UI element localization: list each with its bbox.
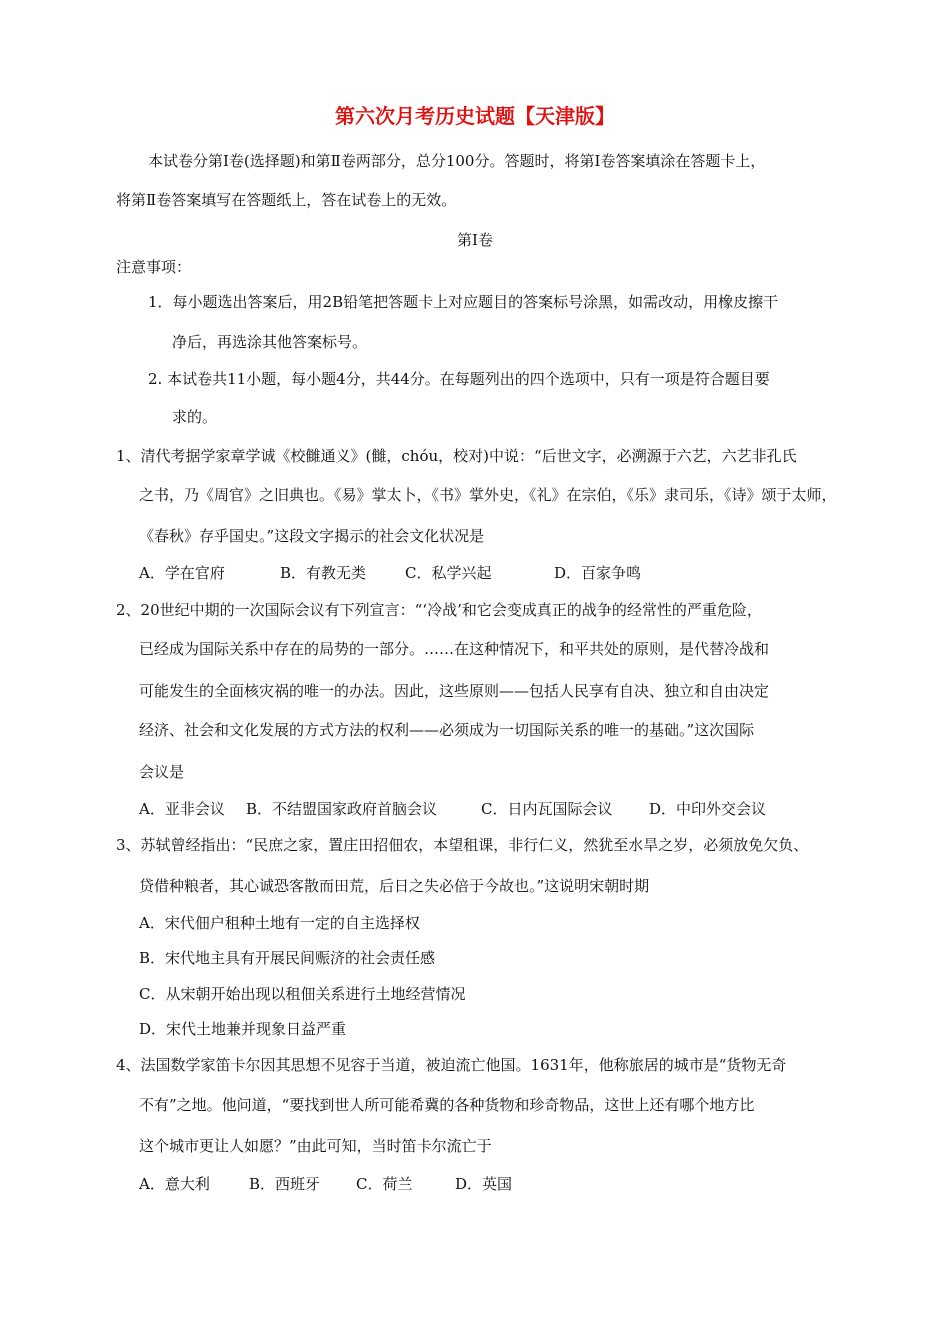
question-3-option-b: B．宋代地主具有开展民间赈济的社会责任感 xyxy=(139,949,436,967)
notice-line-1: 1．每小题选出答案后，用2B铅笔把答题卡上对应题目的答案标号涂黑，如需改动，用橡皮擦干 xyxy=(148,293,779,311)
question-3-option-c: C．从宋朝开始出现以租佃关系进行土地经营情况 xyxy=(139,985,466,1003)
notice-heading: 注意事项： xyxy=(116,258,192,276)
section-heading: 第Ⅰ卷 xyxy=(457,231,493,249)
question-2-option-b: B．不结盟国家政府首脑会议 xyxy=(246,800,438,818)
question-4-line-1: 4、法国数学家笛卡尔因其思想不见容于当道，被迫流亡他国。1631年，他称旅居的城市是“货物无奇 xyxy=(116,1056,787,1074)
question-4-option-b: B．西班牙 xyxy=(249,1175,321,1193)
question-4-option-c: C．荷兰 xyxy=(356,1175,413,1193)
question-1-option-d: D．百家争鸣 xyxy=(554,564,642,582)
question-3-option-a: A．宋代佃户租种土地有一定的自主选择权 xyxy=(139,914,420,932)
exam-title: 第六次月考历史试题【天津版】 xyxy=(335,104,615,128)
notice-line-3: 2. 本试卷共11小题，每小题4分，共44分。在每题列出的四个选项中，只有一项是符合题目要 xyxy=(148,370,770,388)
question-1-option-a: A．学在官府 xyxy=(139,564,225,582)
question-2-option-a: A．亚非会议 xyxy=(139,800,225,818)
question-4-option-a: A．意大利 xyxy=(139,1175,210,1193)
question-2-line-5: 会议是 xyxy=(139,763,185,781)
question-1-line-1: 1、清代考据学家章学诚《校雠通义》(雠，chóu，校对)中说：“后世文字，必溯源于六艺，六艺非孔氏 xyxy=(116,447,797,465)
question-1-line-3: 《春秋》存乎国史。”这段文字揭示的社会文化状况是 xyxy=(139,527,485,545)
question-4-option-d: D．英国 xyxy=(455,1175,513,1193)
notice-line-2: 净后，再选涂其他答案标号。 xyxy=(172,333,368,351)
question-1-line-2: 之书，乃《周官》之旧典也。《易》掌太卜，《书》掌外史，《礼》在宗伯，《乐》隶司乐，《诗》颂于太师， xyxy=(139,486,837,504)
intro-line-1: 本试卷分第Ⅰ卷(选择题)和第Ⅱ卷两部分，总分100分。答题时，将第Ⅰ卷答案填涂在答题卡上， xyxy=(148,152,766,170)
question-3-line-1: 3、苏轼曾经指出：“民庶之家，置庄田招佃农，本望租课，非行仁义，然犹至水旱之岁，必须放免欠负、 xyxy=(116,836,809,854)
question-2-line-4: 经济、社会和文化发展的方式方法的权利——必须成为一切国际关系的唯一的基础。”这次国际 xyxy=(139,721,755,739)
intro-line-2: 将第Ⅱ卷答案填写在答题纸上，答在试卷上的无效。 xyxy=(116,191,457,209)
question-3-option-d: D．宋代土地兼并现象日益严重 xyxy=(139,1020,347,1038)
question-2-line-3: 可能发生的全面核灾祸的唯一的办法。因此，这些原则——包括人民享有自决、独立和自由决定 xyxy=(139,682,770,700)
question-1-option-c: C．私学兴起 xyxy=(405,564,492,582)
notice-line-4: 求的。 xyxy=(172,408,218,426)
question-3-line-2: 贷借种粮者，其心诚恐客散而田荒，后日之失必倍于今故也。”这说明宋朝时期 xyxy=(139,877,650,895)
question-4-line-2: 不有”之地。他问道，“要找到世人所可能希冀的各种货物和珍奇物品，这世上还有哪个地方比 xyxy=(139,1096,755,1114)
question-1-option-b: B．有教无类 xyxy=(280,564,367,582)
question-2-option-c: C．日内瓦国际会议 xyxy=(481,800,613,818)
question-2-line-1: 2、20世纪中期的一次国际会议有下列宣言：“‘冷战’和它会变成真正的战争的经常性的严重危险， xyxy=(116,601,762,619)
question-4-line-3: 这个城市更让人如愿？”由此可知，当时笛卡尔流亡于 xyxy=(139,1137,492,1155)
question-2-line-2: 已经成为国际关系中存在的局势的一部分。……在这种情况下，和平共处的原则，是代替冷战和 xyxy=(139,640,770,658)
question-2-option-d: D．中印外交会议 xyxy=(649,800,767,818)
